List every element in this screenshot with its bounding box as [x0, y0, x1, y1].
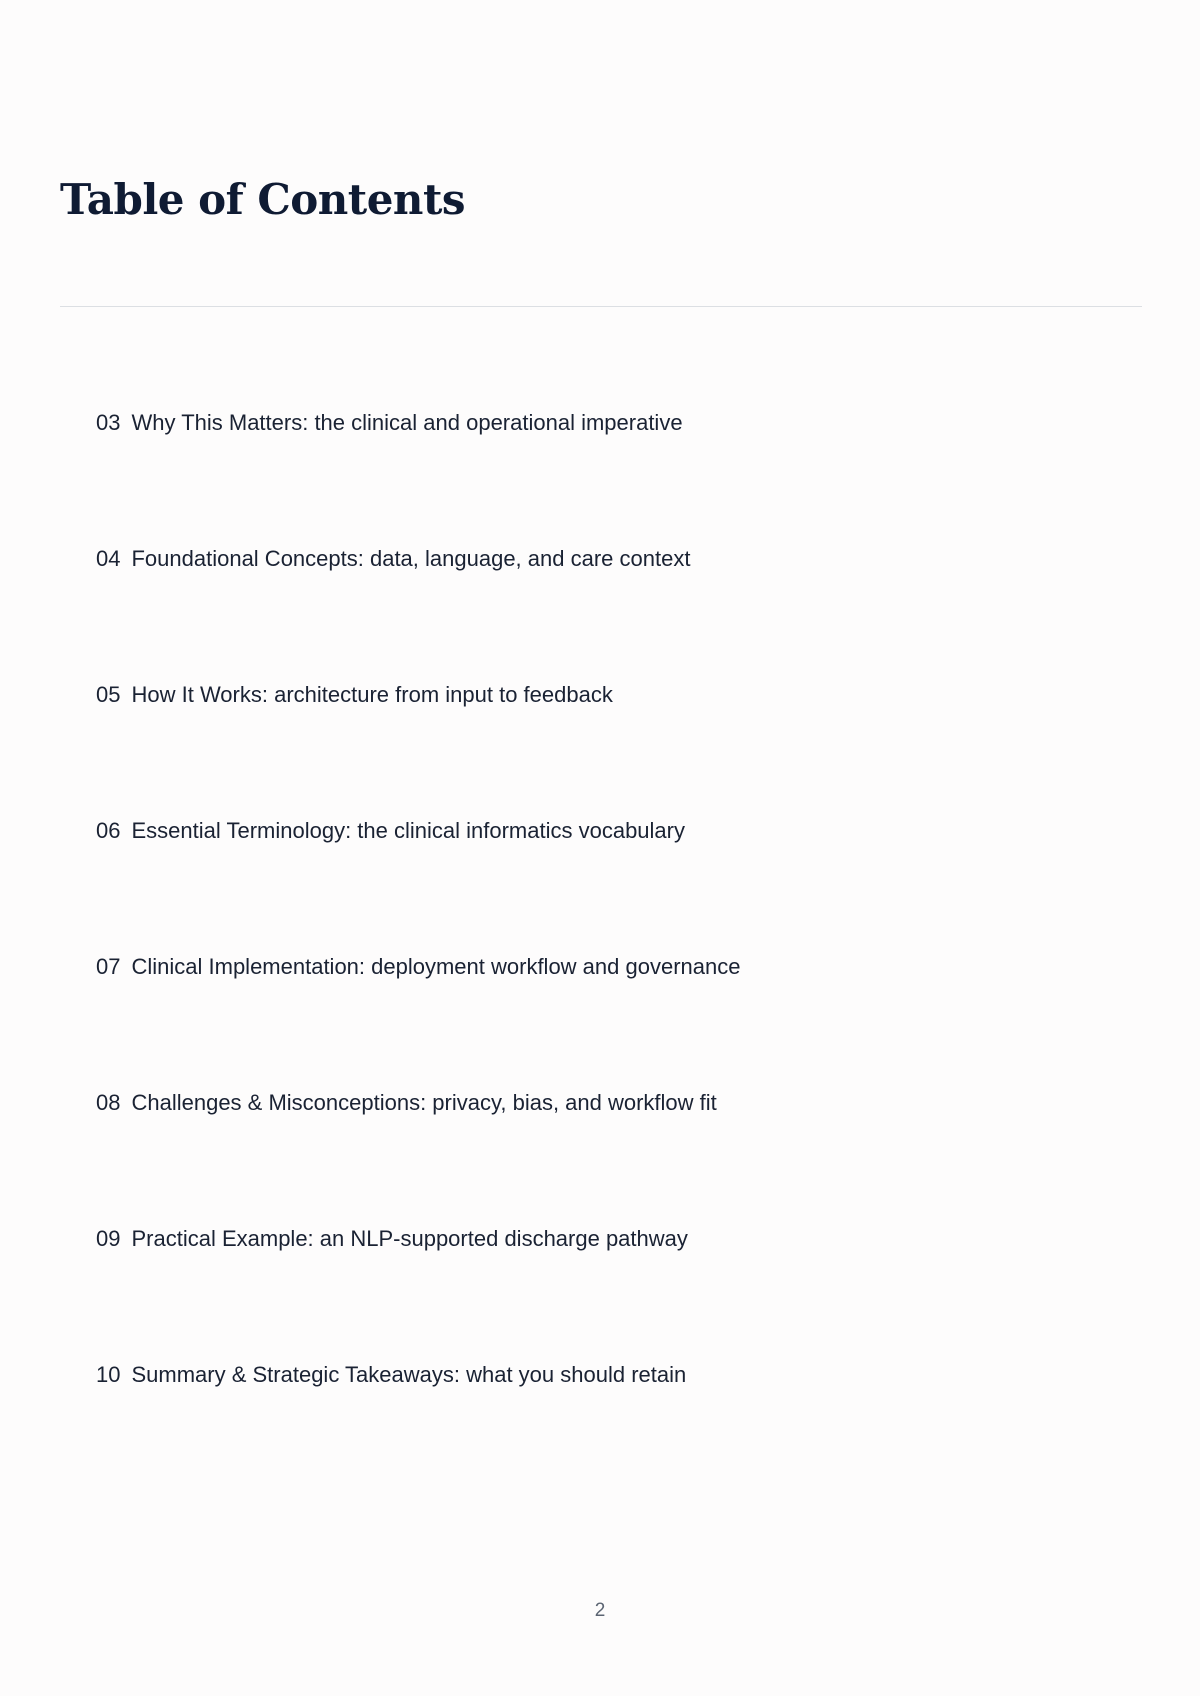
- toc-entry-title: Why This Matters: the clinical and operational imperative: [131, 410, 683, 435]
- page-title: Table of Contents: [60, 175, 465, 224]
- title-divider: [60, 306, 1142, 307]
- toc-entry[interactable]: [96, 952, 740, 982]
- toc-entry[interactable]: [96, 408, 683, 438]
- toc-entry-title: Practical Example: an NLP-supported discharge pathway: [131, 1226, 688, 1251]
- page-number: 2: [594, 1600, 606, 1621]
- toc-entry-title: How It Works: architecture from input to feedback: [131, 682, 613, 707]
- toc-entry-number: 04: [96, 546, 121, 571]
- toc-entry-title: Challenges & Misconceptions: privacy, bias, and workflow fit: [131, 1090, 717, 1115]
- toc-entry-title: Clinical Implementation: deployment workflow and governance: [131, 954, 741, 979]
- toc-entry-number: 06: [96, 818, 121, 843]
- toc-entry-number: 08: [96, 1090, 121, 1115]
- toc-entry[interactable]: [96, 1088, 717, 1118]
- toc-entry-number: 05: [96, 682, 121, 707]
- toc-entry-title: Foundational Concepts: data, language, and care context: [131, 546, 691, 571]
- toc-entry[interactable]: [96, 680, 613, 710]
- toc-entry[interactable]: [96, 1360, 686, 1390]
- toc-entry[interactable]: [96, 544, 690, 574]
- toc-entry-number: 07: [96, 954, 121, 979]
- toc-entry-number: 09: [96, 1226, 121, 1251]
- toc-entry-number: 10: [96, 1362, 121, 1387]
- toc-entry-number: 03: [96, 410, 121, 435]
- toc-entry[interactable]: [96, 816, 685, 846]
- toc-entry-title: Summary & Strategic Takeaways: what you should retain: [131, 1362, 687, 1387]
- toc-entry[interactable]: [96, 1224, 688, 1254]
- toc-entry-title: Essential Terminology: the clinical informatics vocabulary: [131, 818, 685, 843]
